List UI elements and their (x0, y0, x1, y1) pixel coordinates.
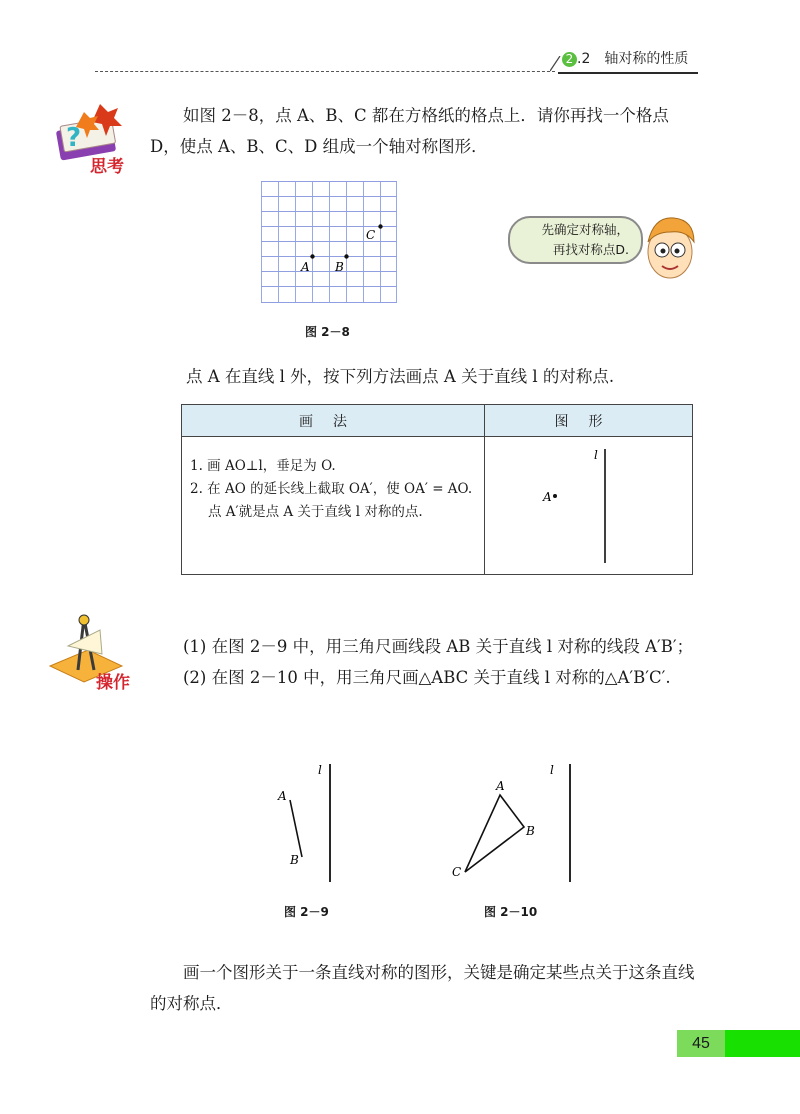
figure-2-9 (270, 760, 350, 885)
think-paragraph: 如图 2－8，点 A、B、C 都在方格纸的格点上．请你再找一个格点 D，使点 A、B、C、D 组成一个轴对称图形． (150, 106, 669, 156)
method-figure-cell (485, 437, 693, 575)
page-number-bar (725, 1030, 800, 1057)
section-heading (562, 48, 688, 68)
fig9-segment-ab (290, 800, 302, 857)
fig10-label-a: A (496, 779, 505, 793)
grid-label-b: B (335, 260, 344, 274)
think-icon-label: 思考 (90, 157, 124, 177)
method-step-1: 1. 画 AO⊥l，垂足为 O. (190, 458, 336, 474)
svg-text:?: ? (66, 123, 82, 153)
figure-2-9-caption: 图 2－9 (284, 905, 329, 919)
fig9-label-a: A (278, 789, 287, 803)
section-number-badge: 2 (562, 52, 577, 67)
method-point-label: A (543, 490, 552, 504)
summary-paragraph: 画一个图形关于一条直线对称的图形，关键是确定某些点关于这条直线的对称点． (150, 963, 695, 1013)
method-figure (485, 437, 695, 575)
figure-2-8-grid (261, 181, 397, 305)
grid-point-a (310, 254, 314, 258)
grid-point-b (344, 254, 348, 258)
hint-line-2: 再找对称点D. (552, 242, 629, 257)
figure-2-10 (448, 760, 578, 885)
fig9-label-b: B (290, 853, 299, 867)
method-conclusion: 点 A′就是点 A 关于直线 l 对称的点. (208, 504, 423, 520)
figure-2-8-caption: 图 2－8 (305, 325, 350, 339)
grid-point-c (378, 224, 382, 228)
think-icon (40, 98, 135, 178)
table-header-method: 画法 (182, 405, 485, 437)
operate-icon-label: 操作 (96, 673, 130, 692)
page-number: 45 (677, 1030, 725, 1057)
hint-line-1: 先确定对称轴， (541, 222, 629, 237)
table-header-figure: 图形 (485, 405, 693, 437)
symmetric-point-statement: 点 A 在直线 l 外，按下列方法画点 A 关于直线 l 的对称点. (186, 367, 615, 386)
grid-label-c: C (366, 228, 376, 242)
fig10-label-c: C (452, 865, 462, 879)
operate-item-2: (2) 在图 2－10 中，用三角尺画△ABC 关于直线 l 对称的△A′B′C′. (183, 668, 671, 687)
method-line-label: l (594, 448, 598, 462)
fig10-triangle (465, 795, 524, 872)
method-table (181, 404, 693, 575)
operate-icon (40, 610, 135, 692)
operate-text (150, 631, 700, 693)
header-dashed-rule (95, 71, 555, 72)
hint-bubble (508, 216, 643, 264)
grid-label-a: A (301, 260, 310, 274)
fig10-line-label: l (550, 763, 554, 777)
fig10-label-b: B (526, 824, 535, 838)
operate-item-1: (1) 在图 2－9 中，用三角尺画线段 AB 关于直线 l 对称的线段 A′B′； (183, 637, 694, 656)
figure-2-10-caption: 图 2－10 (484, 905, 538, 919)
section-title: .2 轴对称的性质 (577, 51, 689, 67)
boy-avatar-icon (640, 212, 700, 282)
method-steps-cell (182, 437, 485, 575)
method-point-a (553, 494, 557, 498)
method-step-2: 2. 在 AO 的延长线上截取 OA′，使 OA′ = AO. (190, 481, 473, 497)
fig9-line-label: l (318, 763, 322, 777)
header-underline (558, 72, 698, 74)
